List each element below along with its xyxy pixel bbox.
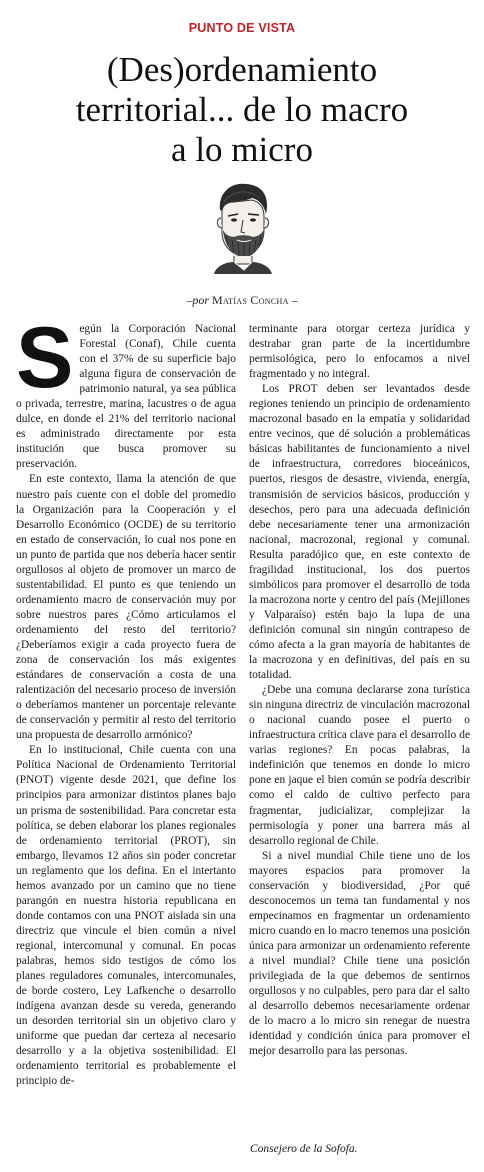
byline-prefix: –por xyxy=(186,293,209,307)
headline-line-2: territorial... de lo macro xyxy=(75,90,409,129)
article-paragraph: Si a nivel mundial Chile tiene uno de los mayores espacios para promover la conservación y biodiversidad, ¿Por qué desconocemos un tema tan fundamental y nos empecinamos en fragmentar un ordenamiento micro cuando en lo macro tenemos una posición única para armonizar un ordenamiento referente a nivel mundial? Chile tiene una posición privilegiada de la que debemos de sentirnos orgullosos y no culpables, pero para dar el salto al desarrollo debemos necesariamente ordenar de lo macro a lo micro sin renegar de nuestra identidad y condición única para promover el mejor desarrollo para las personas. xyxy=(249,849,470,1058)
drop-cap: S xyxy=(16,310,74,406)
byline xyxy=(0,293,484,308)
article-paragraph: terminante para otorgar certeza jurídica y destrabar gran parte de la incertidumbre permisológica, pero lo enfocamos a nivel fragmentado y no integral. xyxy=(249,323,470,381)
article-column-right xyxy=(249,322,470,1059)
article-paragraph: Los PROT deben ser levantados desde regiones teniendo un principio de ordenamiento macrozonal basado en la empatía y solidaridad entre vecinos, que dé solución a problemáticas básicas habilitantes de funcionamiento a nivel de infraestructura, corredores bioceánicos, puertos, riesgos de desastre, vivienda, energía, transmisión de servicios básicos, producción y desechos, pero para una adecuada definición debe necesariamente tener una armonización nacional, macrozonal, regional y comunal. Resulta paradójico que, en este contexto de fragilidad institucional, los dos puertos simbólicos para promover el desarrollo de toda la macrozona norte y centro del país (Mejillones y Valparaíso) estén bajo la lupa de una definición comunal sin ningún contrapeso de cómo afecta a la gran mayoría de habitantes de la macrozona y en definitivas, del país en su totalidad. xyxy=(249,383,470,682)
headline-line-1: (Des)ordenamiento xyxy=(106,50,378,89)
headline-line-3: a lo micro xyxy=(171,130,313,169)
author-portrait-illustration xyxy=(204,180,278,274)
article-paragraph: En este contexto, llama la atención de que nuestro país cuente con el doble del promedio la Organización para la Cooperación y el Desarrollo Económico (OCDE) de su territorio en estado de conservación, lo cual nos pone en un punto de partida que nos debería hacer sentir orgullosos al objeto de promover un marco de sustentabilidad. El punto es que teniendo un ordenamiento macro de conservación muy por sobre nuestros pares ¿Cómo articulamos el ordenamiento del resto del territorio? ¿Deberíamos exigir a cada proyecto fuera de zona de conservación los más exigentes estándares de conservación a costa de una ralentización del necesario proceso de inversión o deberíamos mantener un porcentaje relevante de conservación y permitir al resto del territorio una propuesta de desarrollo armónico? xyxy=(16,473,236,742)
author-name: Matías Concha xyxy=(211,293,289,307)
headline xyxy=(0,50,484,170)
section-kicker: PUNTO DE VISTA xyxy=(188,21,296,35)
article-paragraph xyxy=(16,310,236,472)
author-signature: Consejero de la Sofofa. xyxy=(250,1143,358,1155)
paragraph-text: egún la Corporación Nacional Forestal (Conaf), Chile cuenta con el 37% de su superficie bajo alguna figura de conservación de patrimonio natural, ya sea pública o privada, terrestre, marina, lacustres o de agua dulce, en donde el 21% del territorio nacional es administrado directamente por esta institución que busca promover su preservación. xyxy=(16,323,236,471)
byline-suffix: – xyxy=(291,293,298,307)
article-column-left xyxy=(16,310,236,1089)
article-paragraph: En lo institucional, Chile cuenta con una Política Nacional de Ordenamiento Territorial (PNOT) vigente desde 2021, que define los principios para armonizar distintos planes bajo un prisma de sostenibilidad. Para concretar esta política, se deben elaborar los planes regionales de ordenamiento territorial (PROT), sin embargo, llevamos 12 años sin poder concretar un reglamento que los defina. En el intertanto hemos avanzado por un camino que no tiene parangón en nuestra historia republicana en donde contamos con una PNOT aislada sin una directriz que vincule el bien común a nivel regional, intercomunal y comunal. En pocas palabras, hemos sido testigos de cómo los planes reguladores comunales, intercomunales, de borde costero, Ley Lafkenche o desarrollo indígena avanzan desde su vereda, generando un desorden territorial sin un objetivo claro y uniforme que puedan dar certeza al necesario desarrollo y a la objetiva sostenibilidad. El ordenamiento territorial es probablemente el principio de- xyxy=(16,744,236,1088)
article-paragraph: ¿Debe una comuna declararse zona turística sin ninguna directriz de vinculación macrozonal o nacional cuando posee el puerto o infraestructura crítica clave para el desarrollo de varias regiones? En pocas palabras, la indefinición que tenemos en donde lo micro pone en jaque el bien común se podría describir como el caldo de cultivo perfecto para fragmentar, judicializar, complejizar la permisología y poner una barrera más al desarrollo regional de Chile. xyxy=(249,684,470,847)
